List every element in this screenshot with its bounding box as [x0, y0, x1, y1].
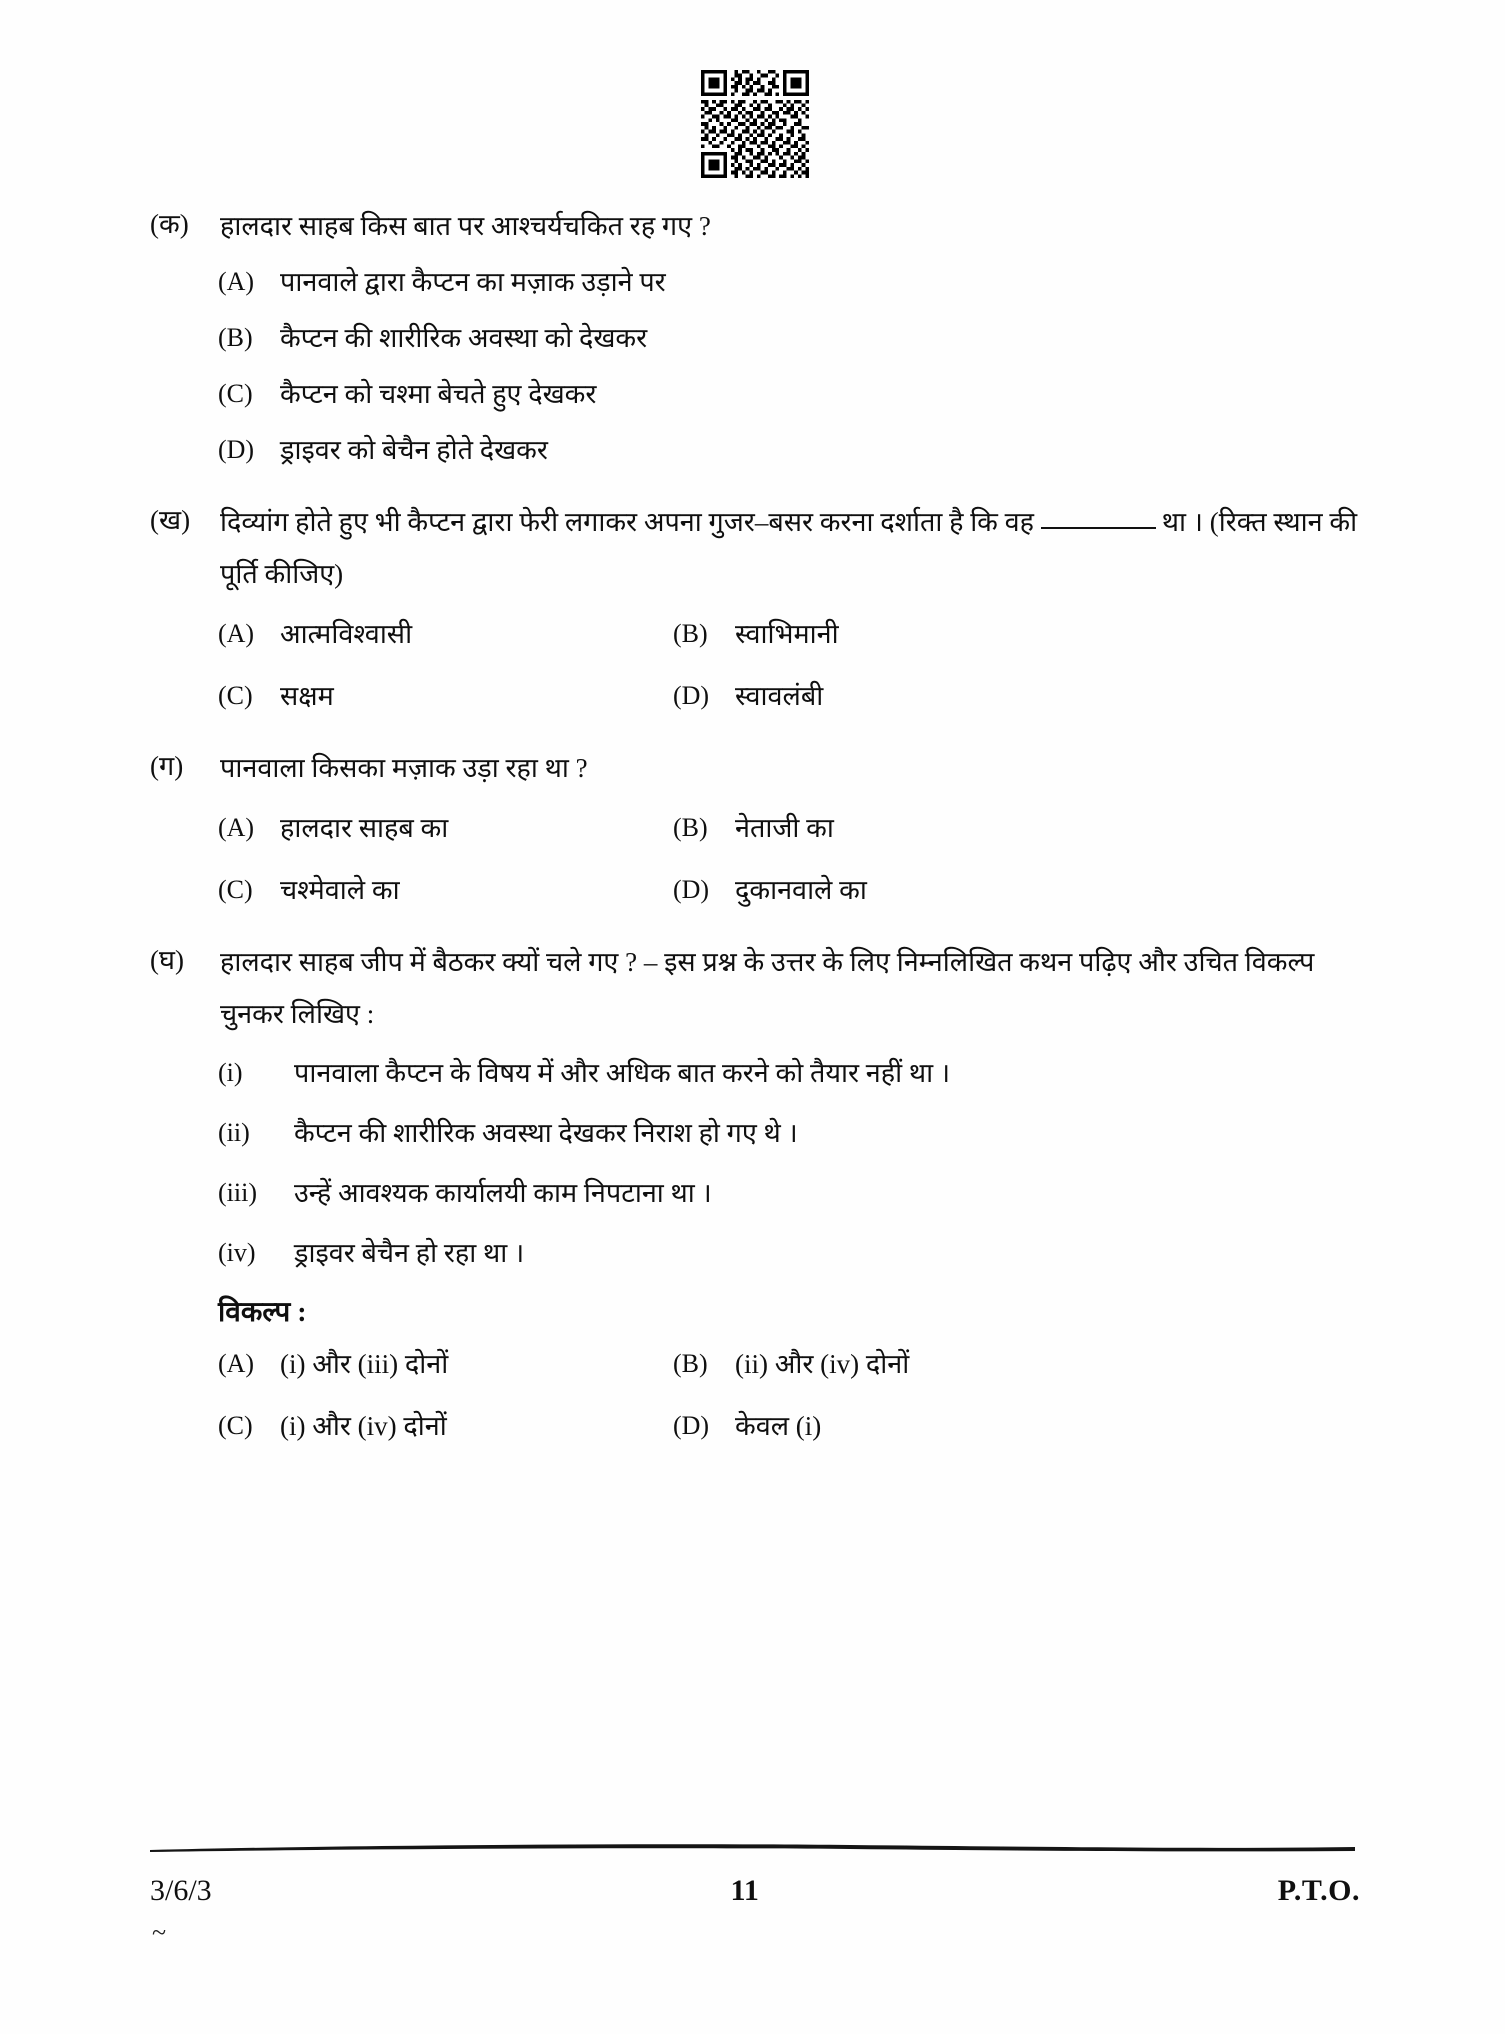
option-row[interactable]	[673, 614, 1360, 654]
statement-row	[218, 1232, 1360, 1274]
option-key: (A)	[218, 1349, 255, 1378]
option-key: (B)	[673, 813, 708, 842]
statement-row	[218, 1052, 1360, 1094]
option-row[interactable]	[673, 676, 1360, 716]
statement-text: पानवाला कैप्टन के विषय में और अधिक बात करने को तैयार नहीं था ।	[294, 1058, 951, 1088]
question-ka	[150, 200, 1360, 470]
statement-key: (iv)	[218, 1238, 256, 1267]
question-ka-options	[218, 262, 1360, 470]
statement-key: (iii)	[218, 1178, 257, 1207]
option-key: (B)	[673, 619, 708, 648]
question-gha-text: हालदार साहब जीप में बैठकर क्यों चले गए ? – इस प्रश्न के उत्तर के लिए निम्नलिखित कथन पढ़िए और उचित विकल्प चुनकर लिखिए :	[220, 947, 1315, 1029]
option-key: (A)	[218, 619, 255, 648]
question-ka-stem	[150, 200, 1360, 252]
question-gha-label: (घ)	[150, 945, 184, 975]
paper-code: 3/6/3	[150, 1874, 212, 1907]
option-row[interactable]	[673, 808, 1360, 848]
option-text: कैप्टन को चश्मा बेचते हुए देखकर	[280, 379, 597, 409]
option-row[interactable]	[673, 1344, 1360, 1384]
option-key: (C)	[218, 681, 253, 710]
option-key: (A)	[218, 813, 255, 842]
option-row[interactable]	[218, 808, 673, 848]
statement-key: (i)	[218, 1058, 243, 1087]
option-row[interactable]	[218, 676, 673, 716]
option-row[interactable]	[218, 1344, 673, 1384]
option-pair	[218, 676, 1360, 716]
question-kha-label: (ख)	[150, 505, 191, 535]
option-pair	[218, 1406, 1360, 1446]
question-kha	[150, 496, 1360, 716]
option-key: (B)	[673, 1349, 708, 1378]
option-key: (B)	[218, 323, 253, 352]
option-key: (D)	[673, 681, 710, 710]
option-text: स्वाभिमानी	[735, 619, 839, 649]
statement-text: ड्राइवर बेचैन हो रहा था ।	[294, 1238, 525, 1268]
options-heading: विकल्प :	[218, 1297, 307, 1328]
question-kha-options	[218, 614, 1360, 716]
option-text: ड्राइवर को बेचैन होते देखकर	[280, 435, 548, 465]
option-row[interactable]	[218, 870, 673, 910]
question-ka-label: (क)	[150, 209, 189, 239]
statement-text: कैप्टन की शारीरिक अवस्था देखकर निराश हो गए थे ।	[294, 1118, 798, 1148]
question-ga-stem	[150, 742, 1360, 794]
option-pair	[218, 1344, 1360, 1384]
statement-key: (ii)	[218, 1118, 250, 1147]
option-text: (ii) और (iv) दोनों	[735, 1349, 910, 1379]
option-text: हालदार साहब का	[280, 813, 449, 843]
option-key: (C)	[218, 379, 253, 408]
option-row[interactable]	[218, 430, 1360, 470]
option-text: पानवाले द्वारा कैप्टन का मज़ाक उड़ाने पर	[280, 267, 666, 297]
option-key: (D)	[673, 1411, 710, 1440]
option-row[interactable]	[218, 374, 1360, 414]
option-pair	[218, 808, 1360, 848]
option-text: केवल (i)	[735, 1411, 822, 1441]
footer-mark: ~	[152, 1918, 167, 1947]
option-text: (i) और (iv) दोनों	[280, 1411, 447, 1441]
question-kha-text	[220, 496, 1360, 600]
question-gha	[150, 936, 1360, 1446]
option-key: (C)	[218, 1411, 253, 1440]
page-footer	[150, 1874, 1360, 1908]
page-content	[150, 70, 1360, 1472]
page-number: 11	[730, 1874, 759, 1907]
option-row[interactable]	[218, 318, 1360, 358]
option-key: (C)	[218, 875, 253, 904]
option-row[interactable]	[673, 870, 1360, 910]
question-ka-text: हालदार साहब किस बात पर आश्चर्यचकित रह गए ?	[220, 211, 711, 241]
question-gha-statements	[218, 1052, 1360, 1274]
option-key: (D)	[218, 435, 255, 464]
question-ga-options	[218, 808, 1360, 910]
question-gha-options	[218, 1344, 1360, 1446]
question-kha-stem	[150, 496, 1360, 600]
pto-label: P.T.O.	[1277, 1874, 1360, 1907]
option-row[interactable]	[218, 262, 1360, 302]
option-text: स्वावलंबी	[735, 681, 824, 711]
question-kha-text-after-blank: था । (रिक्त स्थान की पूर्ति कीजिए)	[220, 507, 1358, 589]
qr-code-container	[150, 70, 1360, 178]
option-text: सक्षम	[280, 681, 334, 711]
qr-code-icon	[697, 70, 813, 178]
statement-row	[218, 1112, 1360, 1154]
footer-divider	[150, 1843, 1355, 1853]
option-text: कैप्टन की शारीरिक अवस्था को देखकर	[280, 323, 648, 353]
question-kha-text-before-blank: दिव्यांग होते हुए भी कैप्टन द्वारा फेरी लगाकर अपना गुजर–बसर करना दर्शाता है कि वह	[220, 507, 1035, 537]
statement-text: उन्हें आवश्यक कार्यालयी काम निपटाना था ।	[294, 1178, 712, 1208]
option-pair	[218, 870, 1360, 910]
option-row[interactable]	[218, 614, 673, 654]
option-text: आत्मविश्वासी	[280, 619, 413, 649]
question-ga-label: (ग)	[150, 751, 184, 781]
statement-row	[218, 1172, 1360, 1214]
question-gha-stem	[150, 936, 1360, 1040]
option-key: (D)	[673, 875, 710, 904]
question-ga	[150, 742, 1360, 910]
fill-in-blank	[1041, 527, 1156, 529]
option-text: (i) और (iii) दोनों	[280, 1349, 449, 1379]
option-key: (A)	[218, 267, 255, 296]
option-text: नेताजी का	[735, 813, 834, 843]
option-text: चश्मेवाले का	[280, 875, 400, 905]
question-ga-text: पानवाला किसका मज़ाक उड़ा रहा था ?	[220, 753, 588, 783]
option-row[interactable]	[218, 1406, 673, 1446]
option-pair	[218, 614, 1360, 654]
option-text: दुकानवाले का	[735, 875, 867, 905]
option-row[interactable]	[673, 1406, 1360, 1446]
